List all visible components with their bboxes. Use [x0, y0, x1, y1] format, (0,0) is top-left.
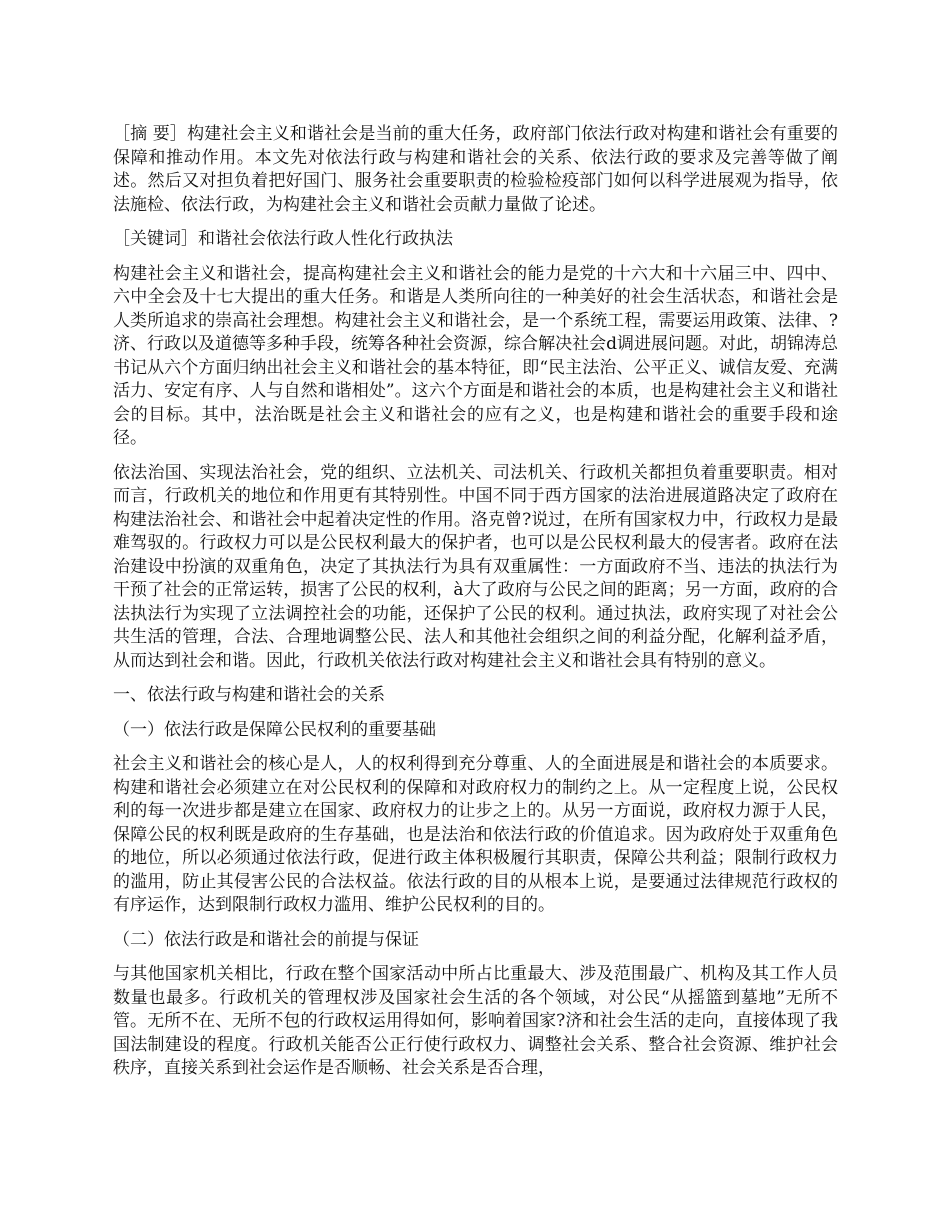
keywords-line: ［关键词］和谐社会依法行政人性化行政执法: [113, 229, 453, 249]
body-paragraph: 与其他国家机关相比，行政在整个国家活动中所占比重最大、涉及范围最广、机构及其工作人员数量也最多。行政机关的管理权涉及国家社会生活的各个领域，对公民“从摇篮到墓地”无所不管。无所不在、无所不包的行政权运用得如何，影响着国家?济和社会生活的走向，直接体现了我国法制建设的程度。行政机关能否公正行使行政权力、调整社会关系、整合社会资源、维护社会秩序，直接关系到社会运作是否顺畅、社会关系是否合理，: [113, 964, 838, 1078]
subsection-heading: （一）依法行政是保障公民权利的重要基础: [113, 719, 436, 740]
subsection-heading: （二）依法行政是和谐社会的前提与保证: [113, 929, 419, 950]
abstract-paragraph: ［摘 要］构建社会主义和谐社会是当前的重大任务，政府部门依法行政对构建和谐社会有重要的保障和推动作用。本文先对依法行政与构建和谐社会的关系、依法行政的要求及完善等做了阐述。然后又对担负着把好国门、服务社会重要职责的检验检疫部门如何以科学进展观为指导，依法施检、依法行政，为构建社会主义和谐社会贡献力量做了论述。: [113, 124, 838, 215]
section-heading: 一、依法行政与构建和谐社会的关系: [113, 685, 385, 705]
intro-paragraph: 构建社会主义和谐社会，提高构建社会主义和谐社会的能力是党的十六大和十六届三中、四中、六中全会及十七大提出的重大任务。和谐是人类所向往的一种美好的社会生活状态，和谐社会是人类所追求的崇高社会理想。构建社会主义和谐社会，是一个系统工程，需要运用政策、法律、?济、行政以及道德等多种手段，统筹各种社会资源，综合解决社会d调进展问题。对此，胡锦涛总书记从六个方面归纳出社会主义和谐社会的基本特征，即“民主法治、公平正义、诚信友爱、充满活力、安定有序、人与自然和谐相处”。这六个方面是和谐社会的本质，也是构建社会主义和谐社会的目标。其中，法治既是社会主义和谐社会的应有之义，也是构建和谐社会的重要手段和途径。: [113, 263, 838, 448]
body-paragraph: 依法治国、实现法治社会，党的组织、立法机关、司法机关、行政机关都担负着重要职责。相对而言，行政机关的地位和作用更有其特别性。中国不同于西方国家的法治进展道路决定了政府在构建法治社会、和谐社会中起着决定性的作用。洛克曾?说过，在所有国家权力中，行政权力是最难驾驭的。行政权力可以是公民权利最大的保护者，也可以是公民权利最大的侵害者。政府在法治建设中扮演的双重角色，决定了其执法行为具有双重属性：一方面政府不当、违法的执法行为干预了社会的正常运转，损害了公民的权利，à大了政府与公民之间的距离；另一方面，政府的合法执法行为实现了立法调控社会的功能，还保护了公民的权利。通过执法，政府实现了对社会公共生活的管理，合法、合理地调整公民、法人和其他社会组织之间的利益分配，化解利益矛盾，从而达到社会和谐。因此，行政机关依法行政对构建社会主义和谐社会具有特别的意义。: [113, 462, 838, 671]
body-paragraph: 社会主义和谐社会的核心是人，人的权利得到充分尊重、人的全面进展是和谐社会的本质要求。构建和谐社会必须建立在对公民权利的保障和对政府权力的制约之上。从一定程度上说，公民权利的每一次进步都是建立在国家、政府权力的让步之上的。从另一方面说，政府权力源于人民，保障公民的权利既是政府的生存基础，也是法治和依法行政的价值追求。因为政府处于双重角色的地位，所以必须通过依法行政，促进行政主体积极履行其职责，保障公共利益；限制行政权力的滥用，防止其侵害公民的合法权益。依法行政的目的从根本上说，是要通过法律规范行政权的有序运作，达到限制行政权力滥用、维护公民权利的目的。: [113, 754, 838, 915]
document-body: [113, 123, 838, 1092]
